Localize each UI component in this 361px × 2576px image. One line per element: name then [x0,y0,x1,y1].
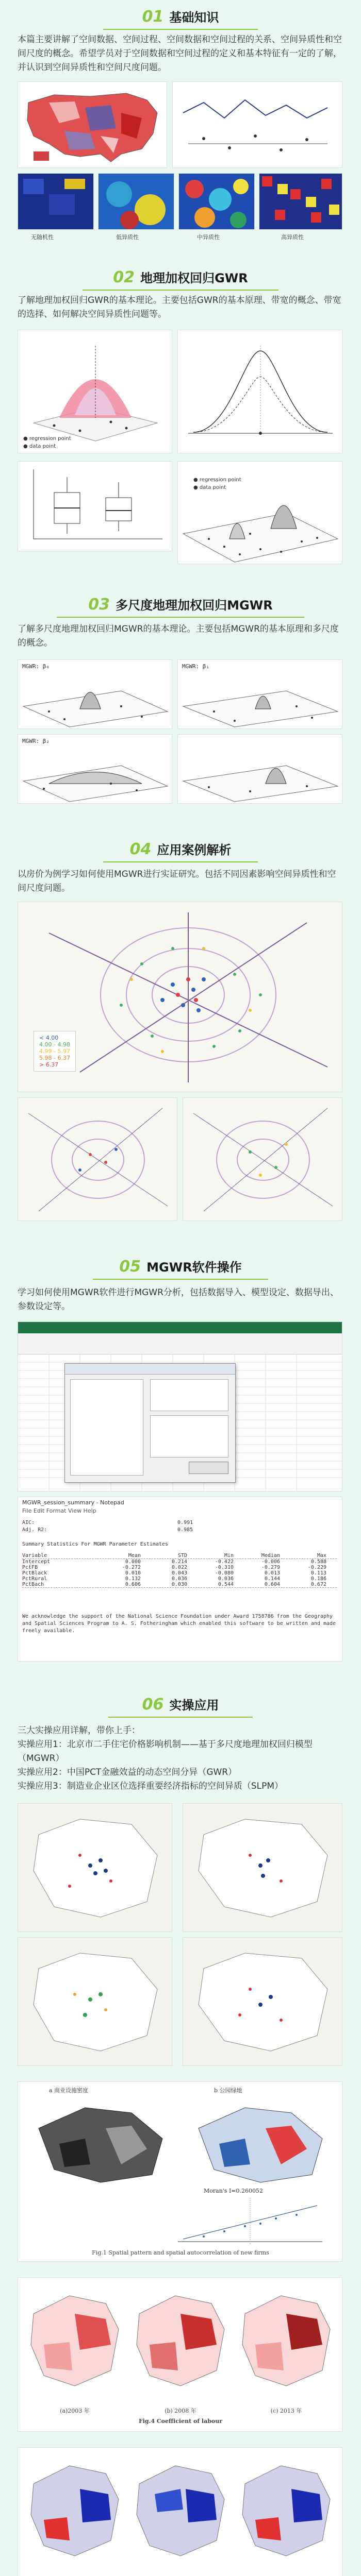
practice-beijing-map-a [18,1803,172,1932]
price-legend: < 4.00 4.00 - 4.98 4.99 - 5.97 5.98 - 6.37 > 6.37 [34,1031,76,1072]
mgwr-panel-2: MGWR: β₁ [177,659,342,729]
table-row: Intercept 0.000 0.214 -0.422 -0.006 0.588 [22,1559,326,1565]
heterogeneity-panel-1 [18,173,94,230]
section-heading-1: 01 基础知识 [142,8,219,26]
summary-table: Variable Mean STD Min Median Max Intercept 0.000 0.214 -0.422 -0.006 0.588 PctFB -0.272 0.022 -0.310 -0.279 -0.229 PctBlack 0.010 0.043 -0.080 0.013 0.113 PctRural 0.132 0.036 0.036 0.144 0.186 PctBach 0.606 0.030 0.544 0.604 0.672 [22,1553,337,1588]
cases-paragraph: 以房价为例学习如何使用MGWR进行实证研究。包括不同因素影响空间异质性和空间尺度问题。 [18,869,336,893]
practice-beijing-map-c [18,1937,172,2066]
intro-paragraph: 本篇主要讲解了空间数据、空间过程、空间数据和空间过程的关系、空间异质性和空间尺度的概念。希望学员对于空间数据和空间过程的定义和基本特征有一定的了解，并认识到空间异质性和空间尺度问题。 [18,35,342,73]
panel-label-3: 中异质性 [197,234,220,241]
gwr-3d-scatter [177,461,342,564]
table-row: PctBach 0.606 0.030 0.544 0.604 0.672 [22,1582,337,1588]
beijing-map-small-1 [18,1097,177,1221]
excel-ribbon [18,1333,342,1354]
panel-label-2: 低异质性 [116,234,139,241]
practice-beijing-map-b [183,1803,342,1932]
acknowledgement: We acknowledge the support of the National Science Foundation under Award 1758786 from the Geography and Spatial Sciences Program to A. S. Fotheringham which enabled this software to be written and made freely available. [22,1614,336,1634]
labour-coefficient-figure: (a)2003 年 (b) 2008 年 (c) 2013 年 Fig.4 Coefficient of labour [18,2277,342,2432]
legend-data-point: ● data point [23,444,56,449]
practice-beijing-map-d [183,1937,342,2066]
mgwr-panel-1: MGWR: β₀ [18,659,172,729]
heterogeneity-panel-2 [98,173,174,230]
gwr-bandwidth-curves [177,330,342,453]
table-row: PctRural 0.132 0.036 0.036 0.144 0.186 [22,1576,326,1582]
excel-titlebar [18,1322,342,1333]
section-heading-2: 02 地理加权回归GWR [113,268,248,286]
beijing-map-small-2 [183,1097,342,1221]
practice-list: 三大实操应用详解，带你上手： 实操应用1：北京市二手住宅价格影响机制——基于多尺度地理加权回归模型（MGWR） 实操应用2：中国PCT金融效益的动态空间分异（GWR） 实操应用3：制造业企业区位选择重要经济指标的空间异质（SLPM） [18,1725,313,1791]
panel-label-4: 高异质性 [281,234,304,241]
divider [83,290,278,291]
legend-regression-point-2: ● regression point [193,477,241,483]
notepad-menu[interactable]: File Edit Format View Help [22,1507,96,1514]
gwr-boxplot [18,461,172,551]
legend-regression-point: ● regression point [23,436,71,442]
dependent-box[interactable] [150,1379,228,1411]
table-row: PctBlack 0.010 0.043 -0.080 0.013 0.113 [22,1570,326,1576]
gwr-kernel-surface [18,330,172,453]
spatial-process-chart [172,81,342,168]
divider [93,1279,268,1280]
divider [57,617,304,618]
summary-title: Summary Statistics For MGWR Parameter Estimates [22,1541,168,1547]
legend-data-point-2: ● data point [193,485,226,490]
table-row: PctFB -0.272 0.022 -0.310 -0.279 -0.229 [22,1565,326,1570]
panel-label-1: 无随机性 [31,234,54,241]
heterogeneity-panel-3 [178,173,255,230]
section-heading-4: 04 应用案例解析 [129,840,232,858]
section-heading-5: 05 MGWR软件操作 [119,1258,242,1276]
section-heading-3: 03 多尺度地理加权回归MGWR [88,596,273,614]
run-button[interactable] [189,1462,228,1474]
mgwr-paragraph: 了解多尺度地理加权回归MGWR的基本理论。主要包括MGWR的基本原理和多尺度的概念。 [18,624,339,648]
notepad-window: MGWR_session_summary - Notepad File Edit Format View Help AIC: 0.991 Adj. R2: 0.985 Summary Statistics For MGWR Parameter Estimates Variable Mean STD Min Median Max Intercept 0.000 0.214 -0.422 -0.006 0.588 PctFB -0.272 0.022 -0.310 -0.279 -0.229 PctBlack 0.010 0.043 -0.080 0.013 0.113 PctRural 0.132 0.036 0.036 0.144 0.186 PctBach 0.606 0.030 0.544 0.604 0.672 We acknowledge the support of the National Science Foundation under Award 1758786 from the Geography and Spatial Sciences Program to A. S. Fotheringham which enabled this software to be written and made freely available. [18,1497,342,1662]
mgwr-panel-4 [177,734,342,804]
divider [103,29,258,30]
software-paragraph: 学习如何使用MGWR软件进行MGWR分析，包括数据导入、模型设定、数据导出、参数设定等。 [18,1287,339,1312]
variable-list[interactable] [70,1379,143,1476]
independent-box[interactable] [150,1415,228,1458]
section-heading-6: 06 实操应用 [142,1696,219,1714]
mgwr-dialog [64,1363,236,1483]
divider [103,861,258,862]
heterogeneity-panel-4 [259,173,342,230]
mgwr-software-screenshot [18,1321,342,1492]
us-county-map [18,81,167,168]
notepad-title: MGWR_session_summary - Notepad [22,1499,124,1506]
firm-spatial-pattern-figure: a 商业设施密度 b 公园绿地 Moran's I=0.260052 Fig.1 Spatial pattern and spatial autocorrelation of new firms [18,2081,342,2262]
gwr-paragraph: 了解地理加权回归GWR的基本理论。主要包括GWR的基本原理、带宽的概念、带宽的选择、如何解决空间异质性问题等。 [18,295,341,319]
lisa-figure [18,2447,342,2576]
mgwr-panel-3: MGWR: β₂ [18,734,172,804]
divider [108,1717,253,1718]
beijing-house-price-map [18,902,342,1092]
